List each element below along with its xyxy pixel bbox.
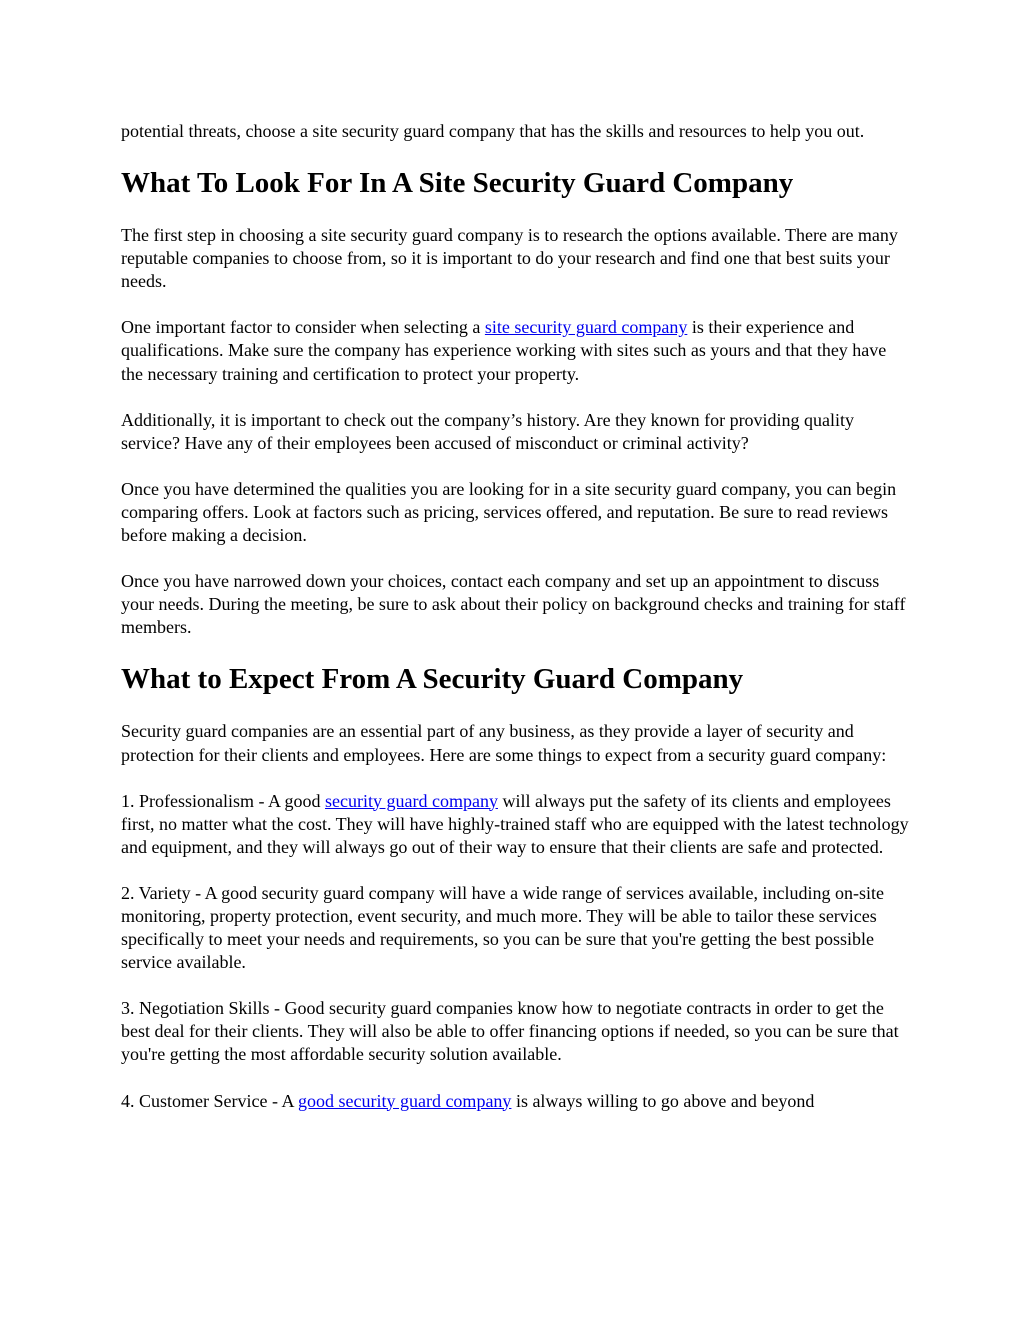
good-security-guard-company-link[interactable]: good security guard company	[297, 1090, 512, 1111]
list-item-variety: 2. Variety - A good security guard company will have a wide range of services available, including on-site monitoring, property protection, event security, and much more. They will be able to tailor these services specifically to meet your needs and requirements, so you can be sure that you're getting the best possible service available.	[121, 882, 884, 973]
paragraph-comparing-offers: Once you have determined the qualities you are looking for in a site security guard company, you can begin comparing offers. Look at factors such as pricing, services offered, and reputation. Be sure to read reviews before making a decision.	[121, 478, 897, 546]
security-guard-company-link[interactable]: security guard company	[325, 790, 498, 811]
document-page	[121, 120, 911, 1136]
paragraph-text: will always put the safety of its clients and employees first, no matter what the cost. They will have highly-trained staff who are equipped with the latest technology and equipment, and they will always go out of their way to ensure that their clients are safe and protected.	[121, 790, 909, 857]
intro-paragraph: potential threats, choose a site security guard company that has the skills and resources to help you out.	[121, 121, 865, 141]
paragraph-text: 1. Professionalism - A good	[121, 790, 326, 811]
section-heading-what-to-expect: What to Expect From A Security Guard Company	[121, 663, 744, 696]
site-security-guard-company-link[interactable]: site security guard company	[484, 317, 688, 338]
list-item-professionalism	[121, 790, 911, 859]
paragraph-text: is always willing to go above and beyond	[511, 1090, 815, 1111]
list-item-negotiation-skills: 3. Negotiation Skills - Good security guard companies know how to negotiate contracts in order to get the best deal for their clients. They will also be able to offer financing options if needed, so you can be sure that you're getting the most affordable security solution available.	[121, 998, 899, 1065]
paragraph-text: is their experience and qualifications. Make sure the company has experience working with sites such as yours and that they have the necessary training and certification to protect your property.	[121, 317, 887, 384]
paragraph-experience-qualifications	[121, 316, 911, 385]
list-item-customer-service	[121, 1090, 911, 1113]
paragraph-appointment: Once you have narrowed down your choices, contact each company and set up an appointment to discuss your needs. During the meeting, be sure to ask about their policy on background checks and training for staff members.	[121, 571, 906, 638]
paragraph-text: 4. Customer Service - A	[121, 1090, 298, 1111]
paragraph-company-history: Additionally, it is important to check out the company’s history. Are they known for providing quality service? Have any of their employees been accused of misconduct or criminal activity?	[121, 409, 855, 453]
section-heading-what-to-look-for: What To Look For In A Site Security Guard Company	[121, 167, 794, 200]
paragraph-research-options: The first step in choosing a site security guard company is to research the options available. There are many reputable companies to choose from, so it is important to do your research and find one that best suits your needs.	[121, 225, 898, 292]
paragraph-essential-part: Security guard companies are an essential part of any business, as they provide a layer of security and protection for their clients and employees. Here are some things to expect from a security guard company:	[121, 721, 887, 765]
paragraph-text: One important factor to consider when selecting a	[121, 317, 485, 338]
